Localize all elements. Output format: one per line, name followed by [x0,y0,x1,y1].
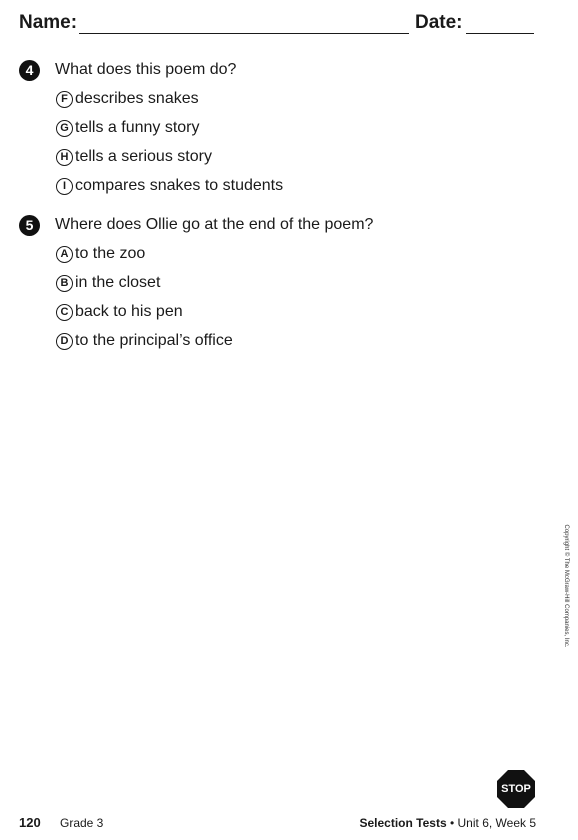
stop-label: STOP [501,783,531,795]
answer-options [56,245,233,361]
answer-text: to the principal’s office [75,332,233,349]
answer-options [56,90,283,206]
name-field-line[interactable] [79,33,409,34]
answer-bubble[interactable]: F [56,91,73,108]
section-title: Selection Tests [359,816,447,830]
footer-section-info [359,816,536,830]
answer-option-a[interactable] [56,245,233,274]
answer-bubble[interactable]: D [56,333,73,350]
question-number-badge: 5 [19,215,40,236]
answer-bubble[interactable]: B [56,275,73,292]
answer-text: tells a serious story [75,148,212,165]
question-text: Where does Ollie go at the end of the poem? [55,216,374,233]
answer-option-g[interactable] [56,119,283,148]
date-field-line[interactable] [466,33,534,34]
page-footer [19,815,578,831]
answer-text: to the zoo [75,245,146,262]
answer-bubble[interactable]: C [56,304,73,321]
answer-bubble[interactable]: A [56,246,73,263]
answer-option-d[interactable] [56,332,233,361]
unit-week: Unit 6, Week 5 [457,816,536,830]
grade-label: Grade 3 [60,816,104,830]
name-label: Name: [19,12,78,33]
separator-bullet: • [449,816,455,830]
answer-text: back to his pen [75,303,183,320]
answer-option-f[interactable] [56,90,283,119]
answer-text: compares snakes to students [75,177,284,194]
answer-text: tells a funny story [75,119,200,136]
copyright-notice: Copyright © The McGraw-Hill Companies, Inc. [563,524,569,648]
answer-option-i[interactable] [56,177,283,206]
question-number-badge: 4 [19,60,40,81]
answer-bubble[interactable]: H [56,149,73,166]
answer-bubble[interactable]: G [56,120,73,137]
answer-text: describes snakes [75,90,199,107]
answer-bubble[interactable]: I [56,178,73,195]
answer-option-b[interactable] [56,274,233,303]
stop-sign-icon [497,770,535,808]
page-number: 120 [19,815,41,830]
date-label: Date: [415,12,463,33]
name-date-header [19,12,578,36]
answer-option-h[interactable] [56,148,283,177]
question-text: What does this poem do? [55,61,237,78]
answer-option-c[interactable] [56,303,233,332]
answer-text: in the closet [75,274,161,291]
